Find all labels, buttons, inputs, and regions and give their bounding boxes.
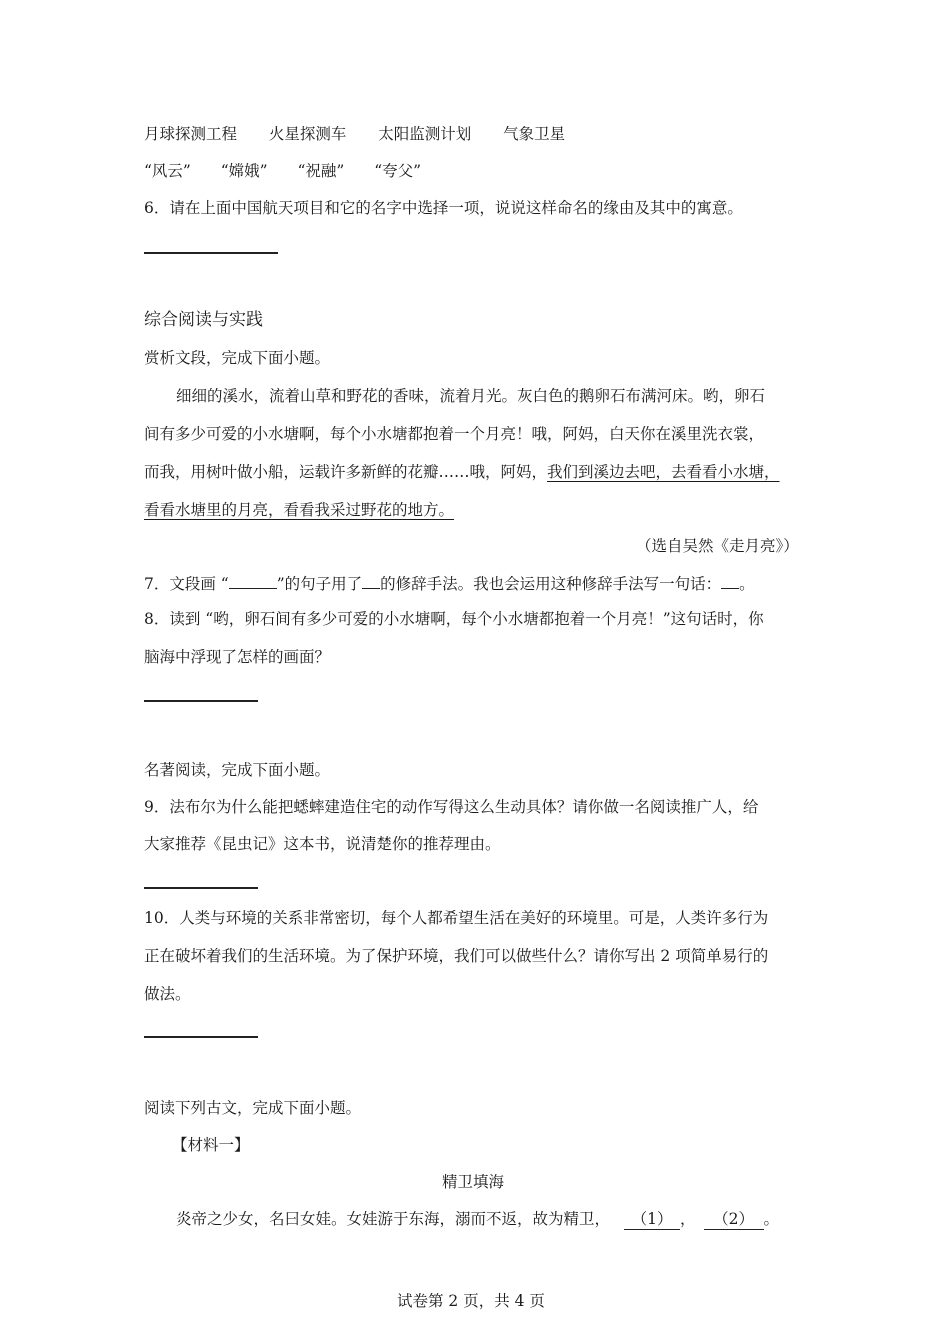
question-10-cont: 正在破坏着我们的生活环境。为了保护环境，我们可以做些什么？请你写出 2 项简单易行的 (144, 947, 769, 965)
blank-field[interactable] (721, 588, 739, 589)
project-name: “风云” (144, 162, 191, 180)
section-instruction: 阅读下列古文，完成下面小题。 (144, 1099, 362, 1117)
passage-title: 精卫填海 (442, 1173, 505, 1191)
project-name: “嫦娥” (220, 162, 268, 180)
underlined-sentence: 看看水塘里的月亮，看看我采过野花的地方。 (144, 501, 455, 519)
passage-line (144, 462, 780, 482)
material-label: 【材料一】 (172, 1136, 250, 1154)
answer-line[interactable] (144, 252, 278, 254)
blank-field[interactable] (362, 588, 380, 589)
passage-line: 细细的溪水，流着山草和野花的香味，流着月光。灰白色的鹅卵石布满河床。哟，卵石 (176, 387, 766, 405)
passage-line: 炎帝之少女，名曰女娃。女娃游于东海，溺而不返，故为精卫， （1） ， （2） 。 (176, 1210, 780, 1228)
project-item: 月球探测工程 (144, 125, 238, 143)
blank-field[interactable] (229, 588, 277, 589)
question-7: 7．文段画 “ ”的句子用了 的修辞手法。我也会运用这种修辞手法写一句话： 。 (144, 575, 755, 593)
question-9: 9．法布尔为什么能把蟋蟀建造住宅的动作写得这么生动具体？请你做一名阅读推广人，给 (144, 798, 759, 816)
answer-line[interactable] (144, 1036, 258, 1038)
answer-line[interactable] (144, 700, 258, 702)
section-instruction: 赏析文段，完成下面小题。 (144, 349, 331, 367)
project-name-list (144, 161, 421, 181)
question-10-cont: 做法。 (144, 985, 191, 1003)
question-8: 8．读到 “哟，卵石间有多少可爱的小水塘啊，每个小水塘都抱着一个月亮！”这句话时，你 (144, 610, 764, 628)
question-6: 6．请在上面中国航天项目和它的名字中选择一项，说说这样命名的缘由及其中的寓意。 (144, 199, 743, 217)
passage-line: 间有多少可爱的小水塘啊，每个小水塘都抱着一个月亮！哦，阿妈，白天你在溪里洗衣裳， (144, 425, 765, 443)
project-item: 太阳监测计划 (378, 125, 472, 143)
blank-field[interactable]: （2） (704, 1209, 764, 1230)
question-9-cont: 大家推荐《昆虫记》这本书，说清楚你的推荐理由。 (144, 835, 501, 853)
project-name: “夸父” (374, 162, 422, 180)
section-instruction: 名著阅读，完成下面小题。 (144, 761, 331, 779)
project-list (144, 124, 565, 144)
page-footer: 试卷第 2 页，共 4 页 (397, 1292, 545, 1310)
project-item: 气象卫星 (503, 125, 566, 143)
project-name: “祝融” (297, 162, 345, 180)
question-10: 10．人类与环境的关系非常密切，每个人都希望生活在美好的环境里。可是，人类许多行为 (144, 909, 769, 927)
section-title: 综合阅读与实践 (144, 310, 263, 330)
question-8-cont: 脑海中浮现了怎样的画面？ (144, 648, 331, 666)
blank-field[interactable]: （1） (624, 1209, 680, 1230)
passage-text: 而我，用树叶做小船，运载许多新鲜的花瓣……哦，阿妈， (144, 463, 548, 481)
project-item: 火星探测车 (268, 125, 347, 143)
passage-source: （选自吴然《走月亮》） (636, 537, 799, 555)
answer-line[interactable] (144, 887, 258, 889)
underlined-sentence: 我们到溪边去吧，去看看小水塘， (547, 463, 780, 481)
